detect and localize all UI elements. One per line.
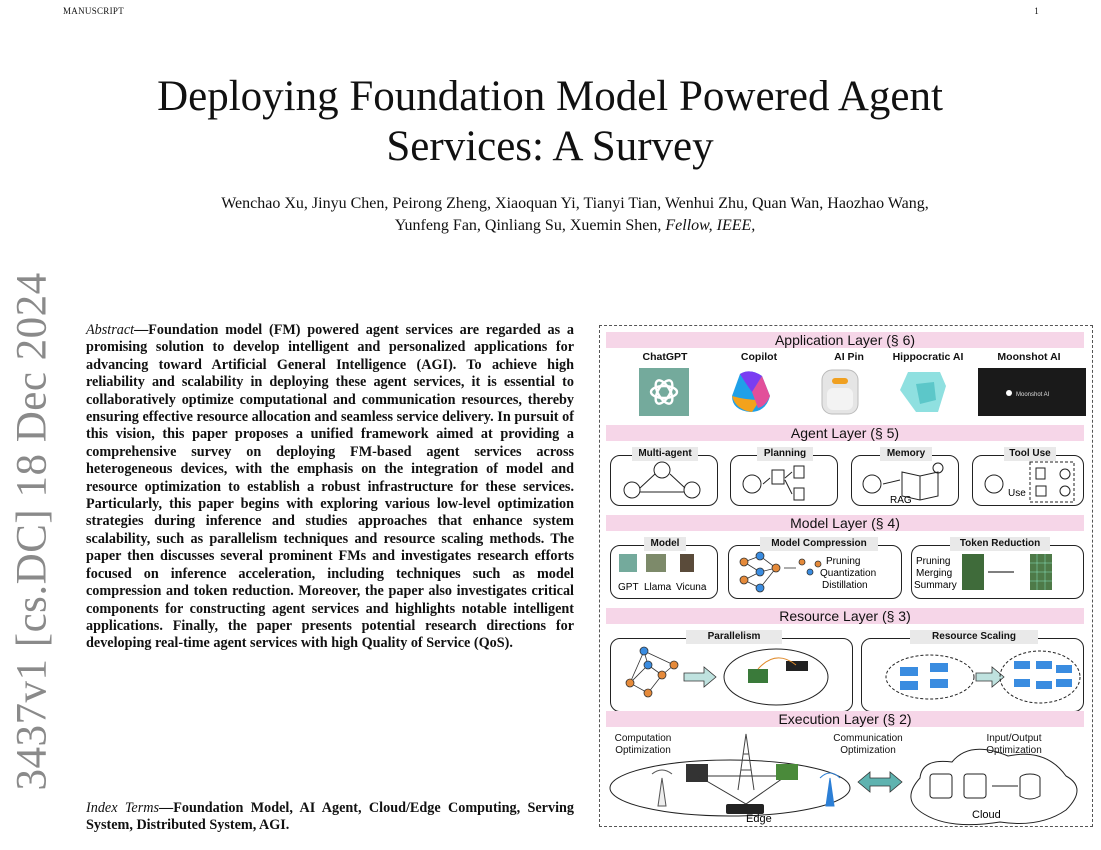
copilot-logo-icon: [732, 371, 770, 412]
model-layer-title: Model Layer (§ 4): [606, 515, 1084, 531]
antenna-icon: [652, 770, 672, 806]
tool-use-tag: Tool Use: [1004, 447, 1056, 461]
cloud-label: Cloud: [972, 809, 1001, 821]
model-tag: Model: [644, 537, 686, 551]
app-label-chatgpt: ChatGPT: [642, 351, 688, 363]
authors-line-2: [60, 215, 1090, 237]
moonshot-logo-icon: [978, 368, 1086, 416]
io-word: Input/Output: [986, 733, 1042, 744]
tool-robot-icon: [985, 462, 1074, 502]
token-reduction-tag: Token Reduction: [950, 537, 1050, 551]
compression-item-pruning: Pruning: [826, 556, 861, 567]
index-label: Index Terms: [86, 800, 160, 816]
arxiv-identifier: 3437v1 [cs.DC] 18 Dec 2024: [8, 272, 56, 791]
execution-icons: [600, 726, 1092, 826]
server-icons: [930, 774, 1040, 799]
rag-label: RAG: [890, 495, 912, 506]
moonshot-logo-text: Moonshot AI: [1016, 392, 1050, 398]
multi-agent-tag: Multi-agent: [632, 447, 698, 461]
planning-tag: Planning: [757, 447, 813, 461]
paper-title: Deploying Foundation Model Powered Agent Services: A Survey: [157, 73, 943, 170]
model-name-gpt: GPT: [618, 582, 639, 593]
abstract-label: Abstract: [86, 322, 135, 338]
network-graph-icon: [740, 552, 821, 592]
page-number: 1: [1034, 6, 1039, 16]
parallel-graph-icon: [626, 647, 678, 697]
computation-opt-word: Optimization: [615, 745, 671, 756]
model-compression-tag: Model Compression: [760, 537, 878, 551]
edge-pi-icon: [776, 764, 798, 780]
resource-scaling-tag: Resource Scaling: [910, 630, 1038, 644]
bidirectional-arrow-icon: [858, 772, 902, 792]
agent-layer-title: Agent Layer (§ 5): [606, 425, 1084, 441]
vicuna-icon: [680, 554, 694, 572]
edge-board-icon: [686, 764, 708, 782]
aipin-device-icon: [822, 370, 858, 414]
compression-item-quantization: Quantization: [820, 568, 877, 579]
jetson-icon: [786, 661, 808, 671]
edge-label: Edge: [746, 813, 772, 825]
authors-line-1: Wenchao Xu, Jinyu Chen, Peirong Zheng, Xiaoquan Yi, Tianyi Tian, Wenhui Zhu, Quan Wan, Haozhao Wang,: [221, 195, 929, 212]
application-layer-title: Application Layer (§ 6): [606, 332, 1084, 348]
compression-item-distillation: Distillation: [822, 580, 868, 591]
arrow-right-icon: [684, 667, 716, 687]
resource-icons: [600, 639, 1092, 711]
running-head: MANUSCRIPT: [63, 6, 125, 16]
resource-layer-title: Resource Layer (§ 3): [606, 608, 1084, 624]
abstract-text: —Foundation model (FM) powered agent services are regarded as a promising solution to develop intelligent and personalized applications for advancing toward Artificial General Intelligence (AGI). To achieve high reliability and scalability in deploying these agent services, it is essential to collaboratively optimize computational and communication resources, thereby ensuring effective resource allocation and seamless service delivery. In pursuit of this vision, this paper proposes a unified framework aimed at providing a comprehensive survey on deploying FM-based agent services across heterogeneous devices, with the emphasis on the integration of model and resource optimization to establish a robust infrastructure for these services. Particularly, this paper begins with exploring various low-level optimization strategies during inference and studies approaches that enhance system scalability, such as parallelism techniques and resource scaling methods. The paper then discusses several prominent FMs and investigates research efforts focused on inference acceleration, including techniques such as model compression and token reduction. Moreover, the paper also investigates critical components for constructing agent services and highlights notable intelligent applications. Finally, the paper presents potential research directions for developing real-time agent services with high Quality of Service (QoS).: [86, 322, 574, 652]
app-label-aipin: AI Pin: [834, 351, 864, 363]
computation-word: Computation: [614, 733, 672, 744]
communication-opt-word: Optimization: [840, 745, 896, 756]
app-icons: [600, 366, 1092, 418]
app-label-copilot: Copilot: [740, 351, 778, 363]
planning-robot-icon: [743, 466, 804, 500]
author-list: [60, 193, 1090, 237]
device-cluster-ellipse: [724, 649, 828, 705]
execution-layer-title: Execution Layer (§ 2): [606, 711, 1084, 727]
abstract: [86, 322, 574, 653]
io-opt-word: Optimization: [986, 745, 1042, 756]
gpu-icons-large: [1014, 661, 1072, 689]
board-icon: [748, 669, 768, 683]
index-text: —Foundation Model, AI Agent, Cloud/Edge Computing, Serving System, Distributed System, AGI.: [86, 800, 574, 834]
llama-icon: [646, 554, 666, 572]
tower-icon: [738, 734, 754, 790]
app-label-hippocratic: Hippocratic AI: [892, 351, 964, 363]
app-label-moonshot: Moonshot AI: [997, 351, 1061, 363]
authors-line-2-names: Yunfeng Fan, Qinliang Su, Xuemin Shen,: [394, 217, 662, 234]
model-name-llama: Llama: [644, 582, 672, 593]
hippocratic-logo-icon: [900, 372, 946, 412]
scale-arrow-icon: [976, 667, 1004, 687]
chatgpt-logo-icon: [639, 368, 689, 416]
tool-use-label: Use: [1008, 488, 1026, 499]
index-terms: [86, 800, 574, 835]
edge-links: [698, 776, 786, 804]
agent-icons: [600, 456, 1092, 506]
parallelism-tag: Parallelism: [686, 630, 782, 644]
model-name-vicuna: Vicuna: [676, 582, 707, 593]
author-fellow: Fellow, IEEE,: [665, 217, 756, 234]
gpu-icons-small: [900, 663, 948, 690]
gpu-pool-large: [1000, 651, 1080, 703]
token-item-pruning: Pruning: [916, 556, 951, 567]
gpu-pool-small: [886, 655, 974, 699]
gpt-icon: [619, 554, 637, 572]
token-item-merging: Merging: [916, 568, 953, 579]
robot-agent-icon: [624, 462, 700, 498]
image-thumbnail-icon: [962, 554, 984, 590]
memory-tag: Memory: [880, 447, 932, 461]
communication-word: Communication: [833, 733, 903, 744]
token-item-summary: Summary: [914, 580, 957, 591]
model-icons: [600, 546, 1092, 598]
framework-figure: [599, 325, 1093, 827]
